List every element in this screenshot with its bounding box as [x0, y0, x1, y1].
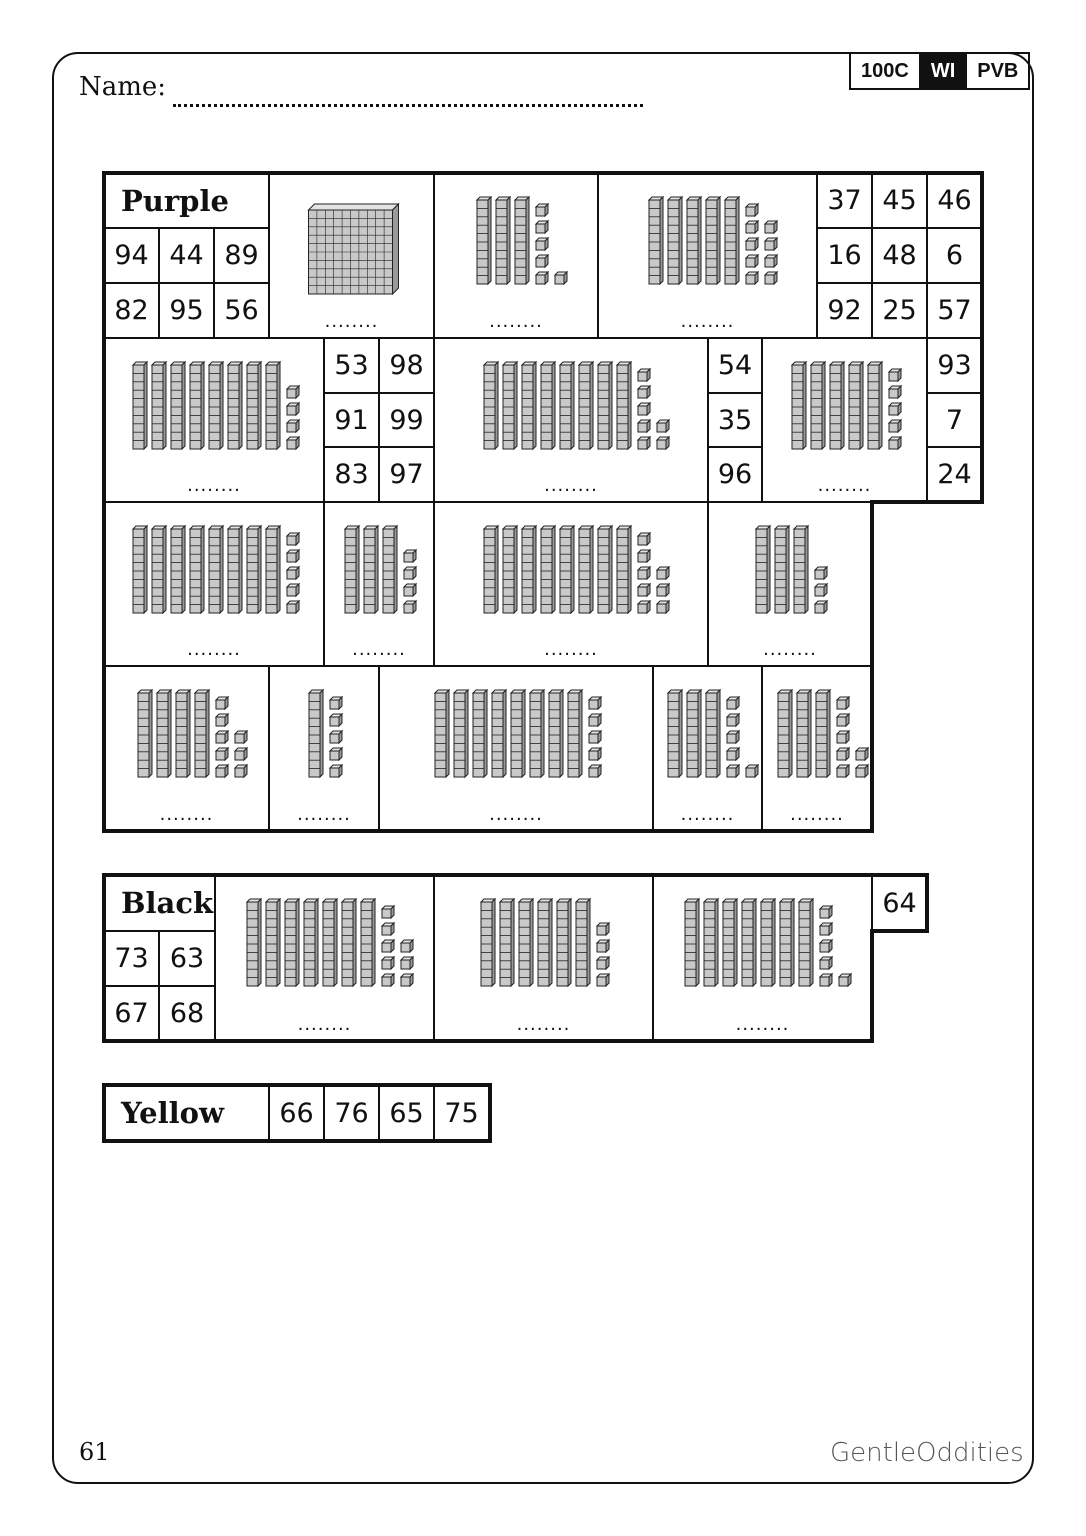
one-cube [401, 957, 413, 969]
ten-rod [157, 690, 171, 777]
base-ten-picture [104, 502, 324, 666]
ten-rod [579, 526, 593, 613]
one-cube [235, 765, 247, 777]
base-ten-picture [269, 173, 434, 338]
one-cube [638, 386, 650, 398]
number-cell: 65 [379, 1085, 434, 1141]
ten-rod [304, 899, 318, 986]
one-cube [287, 533, 299, 545]
one-cube [589, 714, 601, 726]
ten-rod [778, 690, 792, 777]
ten-rod [598, 526, 612, 613]
ten-rod [830, 362, 844, 449]
answer-blank[interactable]: ........ [489, 311, 543, 332]
number-cell: 94 [104, 228, 159, 283]
number-cell: 82 [104, 283, 159, 338]
ten-rod [361, 899, 375, 986]
number-cell: 54 [708, 338, 762, 393]
ten-rod [511, 690, 525, 777]
ten-rod [560, 526, 574, 613]
ten-rod [247, 899, 261, 986]
ten-rod [133, 526, 147, 613]
number-cell: 56 [214, 283, 269, 338]
one-cube [746, 272, 758, 284]
ten-rod [522, 526, 536, 613]
base-ten-picture [708, 502, 872, 666]
one-cube [536, 221, 548, 233]
ten-rod [598, 362, 612, 449]
one-cube [404, 567, 416, 579]
one-cube [820, 957, 832, 969]
one-cube [820, 923, 832, 935]
ten-rod [687, 690, 701, 777]
one-cube [746, 238, 758, 250]
ten-rod [209, 362, 223, 449]
one-cube [287, 420, 299, 432]
ten-rod [176, 690, 190, 777]
answer-blank[interactable]: ........ [187, 639, 241, 660]
number-cell: 53 [324, 338, 379, 393]
one-cube [727, 748, 739, 760]
one-cube [638, 369, 650, 381]
one-cube [536, 272, 548, 284]
ten-rod [266, 899, 280, 986]
one-cube [638, 550, 650, 562]
one-cube [837, 731, 849, 743]
base-ten-picture [434, 338, 708, 502]
one-cube [382, 974, 394, 986]
ten-rod [617, 526, 631, 613]
ten-rod [668, 690, 682, 777]
one-cube [638, 533, 650, 545]
answer-blank[interactable]: ........ [544, 475, 598, 496]
one-cube [589, 697, 601, 709]
ten-rod [756, 526, 770, 613]
ten-rod [266, 526, 280, 613]
ten-rod [484, 526, 498, 613]
answer-blank[interactable]: ........ [544, 639, 598, 660]
number-cell: 75 [434, 1085, 489, 1141]
name-label: Name: [79, 72, 167, 102]
answer-blank[interactable]: ........ [680, 804, 735, 825]
ten-rod [309, 690, 323, 777]
ten-rod [849, 362, 863, 449]
number-cell: 46 [927, 173, 982, 228]
ten-rod [568, 690, 582, 777]
ten-rod [515, 197, 529, 284]
one-cube [638, 420, 650, 432]
number-cell: 16 [817, 228, 872, 283]
answer-blank[interactable]: ........ [763, 639, 817, 660]
base-ten-picture [434, 875, 653, 1041]
one-cube [597, 974, 609, 986]
ten-rod [481, 899, 495, 986]
base-ten-picture [215, 875, 434, 1041]
one-cube [746, 255, 758, 267]
base-ten-picture [434, 173, 598, 338]
one-cube [765, 221, 777, 233]
ten-rod [496, 197, 510, 284]
ten-rod [794, 526, 808, 613]
base-ten-picture [762, 338, 927, 502]
ten-rod [742, 899, 756, 986]
one-cube [404, 550, 416, 562]
one-cube [765, 255, 777, 267]
ten-rod [797, 690, 811, 777]
number-cell: 83 [324, 447, 379, 502]
one-cube [287, 550, 299, 562]
one-cube [746, 204, 758, 216]
base-ten-picture [762, 666, 872, 831]
tag-wi: WI [919, 54, 965, 88]
page-number: 61 [79, 1438, 110, 1466]
answer-blank[interactable]: ........ [297, 804, 351, 825]
ten-rod [868, 362, 882, 449]
one-cube [889, 386, 901, 398]
one-cube [837, 765, 849, 777]
one-cube [382, 940, 394, 952]
ten-rod [541, 362, 555, 449]
number-cell: 64 [872, 875, 927, 931]
one-cube [330, 748, 342, 760]
number-cell: 76 [324, 1085, 379, 1141]
one-cube [856, 765, 868, 777]
one-cube [589, 765, 601, 777]
level-tags [849, 52, 1030, 90]
base-ten-picture [269, 666, 379, 831]
number-cell: 24 [927, 447, 982, 502]
one-cube [589, 731, 601, 743]
number-cell: 35 [708, 393, 762, 447]
ten-rod [477, 197, 491, 284]
one-cube [889, 437, 901, 449]
base-ten-picture [104, 338, 324, 502]
one-cube [657, 567, 669, 579]
ten-rod [725, 197, 739, 284]
one-cube [404, 584, 416, 596]
one-cube [401, 974, 413, 986]
number-cell: 57 [927, 283, 982, 338]
ten-rod [560, 362, 574, 449]
ten-rod [345, 526, 359, 613]
ten-rod [811, 362, 825, 449]
one-cube [815, 567, 827, 579]
answer-blank[interactable]: ........ [324, 311, 379, 332]
base-ten-picture [104, 666, 269, 831]
number-cell: 96 [708, 447, 762, 502]
answer-blank[interactable]: ........ [790, 804, 844, 825]
number-cell: 44 [159, 228, 214, 283]
answer-blank[interactable]: ........ [352, 639, 406, 660]
one-cube [856, 748, 868, 760]
ten-rod [668, 197, 682, 284]
tag-pvb: PVB [965, 54, 1028, 88]
number-cell: 7 [927, 393, 982, 447]
number-cell: 66 [269, 1085, 324, 1141]
one-cube [820, 940, 832, 952]
one-cube [727, 731, 739, 743]
number-cell: 95 [159, 283, 214, 338]
one-cube [657, 601, 669, 613]
one-cube [536, 204, 548, 216]
number-cell: 91 [324, 393, 379, 447]
answer-blank[interactable]: ........ [680, 311, 735, 332]
base-ten-picture [379, 666, 653, 831]
ten-rod [704, 899, 718, 986]
ten-rod [342, 899, 356, 986]
ten-rod [685, 899, 699, 986]
ten-rod [171, 362, 185, 449]
one-cube [235, 748, 247, 760]
one-cube [839, 974, 851, 986]
one-cube [727, 765, 739, 777]
one-cube [404, 601, 416, 613]
number-cell: 97 [379, 447, 434, 502]
one-cube [638, 437, 650, 449]
hundred-flat [309, 204, 399, 294]
ten-rod [138, 690, 152, 777]
number-cell: 89 [214, 228, 269, 283]
ten-rod [576, 899, 590, 986]
ten-rod [473, 690, 487, 777]
ten-rod [285, 899, 299, 986]
ten-rod [195, 690, 209, 777]
ten-rod [519, 899, 533, 986]
ten-rod [799, 899, 813, 986]
ten-rod [500, 899, 514, 986]
ten-rod [266, 362, 280, 449]
one-cube [638, 584, 650, 596]
ten-rod [538, 899, 552, 986]
one-cube [765, 272, 777, 284]
one-cube [815, 601, 827, 613]
ten-rod [171, 526, 185, 613]
one-cube [330, 697, 342, 709]
one-cube [638, 567, 650, 579]
ten-rod [190, 362, 204, 449]
one-cube [216, 714, 228, 726]
one-cube [287, 584, 299, 596]
answer-blank[interactable]: ........ [817, 475, 872, 496]
number-cell: 68 [159, 986, 215, 1041]
ten-rod [152, 362, 166, 449]
color-label: Yellow [104, 1085, 269, 1141]
tag-100c: 100C [861, 60, 909, 82]
ten-rod [247, 362, 261, 449]
name-input-line[interactable] [173, 104, 643, 107]
ten-rod [209, 526, 223, 613]
ten-rod [190, 526, 204, 613]
ten-rod [649, 197, 663, 284]
ten-rod [775, 526, 789, 613]
one-cube [889, 420, 901, 432]
ten-rod [228, 526, 242, 613]
number-cell: 67 [104, 986, 159, 1041]
one-cube [287, 437, 299, 449]
one-cube [815, 584, 827, 596]
ten-rod [364, 526, 378, 613]
ten-rod [723, 899, 737, 986]
one-cube [216, 697, 228, 709]
number-cell: 92 [817, 283, 872, 338]
one-cube [287, 403, 299, 415]
one-cube [837, 714, 849, 726]
answer-blank[interactable]: ........ [159, 804, 214, 825]
one-cube [401, 940, 413, 952]
ten-rod [706, 690, 720, 777]
ten-rod [454, 690, 468, 777]
number-cell: 63 [159, 931, 215, 986]
base-ten-picture [324, 502, 434, 666]
ten-rod [687, 197, 701, 284]
one-cube [746, 765, 758, 777]
ten-rod [816, 690, 830, 777]
one-cube [216, 765, 228, 777]
ten-rod [247, 526, 261, 613]
ten-rod [541, 526, 555, 613]
ten-rod [492, 690, 506, 777]
ten-rod [761, 899, 775, 986]
one-cube [597, 957, 609, 969]
number-cell: 98 [379, 338, 434, 393]
number-cell: 37 [817, 173, 872, 228]
answer-blank[interactable]: ........ [516, 1014, 571, 1035]
ten-rod [522, 362, 536, 449]
color-label: Purple [104, 173, 269, 228]
one-cube [727, 714, 739, 726]
one-cube [597, 940, 609, 952]
one-cube [330, 765, 342, 777]
number-cell: 73 [104, 931, 159, 986]
one-cube [765, 238, 777, 250]
one-cube [597, 923, 609, 935]
one-cube [837, 748, 849, 760]
ten-rod [323, 899, 337, 986]
number-cell: 6 [927, 228, 982, 283]
ten-rod [484, 362, 498, 449]
number-cell: 48 [872, 228, 927, 283]
ten-rod [503, 362, 517, 449]
one-cube [536, 255, 548, 267]
one-cube [330, 731, 342, 743]
ten-rod [579, 362, 593, 449]
one-cube [889, 403, 901, 415]
base-ten-picture [598, 173, 817, 338]
one-cube [235, 731, 247, 743]
number-cell: 45 [872, 173, 927, 228]
ten-rod [557, 899, 571, 986]
one-cube [820, 906, 832, 918]
one-cube [216, 731, 228, 743]
number-cell: 25 [872, 283, 927, 338]
number-cell: 93 [927, 338, 982, 393]
ten-rod [383, 526, 397, 613]
one-cube [287, 567, 299, 579]
one-cube [589, 748, 601, 760]
one-cube [727, 697, 739, 709]
one-cube [638, 403, 650, 415]
one-cube [382, 923, 394, 935]
one-cube [216, 748, 228, 760]
one-cube [382, 957, 394, 969]
one-cube [555, 272, 567, 284]
base-ten-picture [653, 666, 762, 831]
brand-logo: GentleOddities [830, 1438, 1024, 1468]
ten-rod [228, 362, 242, 449]
ten-rod [780, 899, 794, 986]
one-cube [638, 601, 650, 613]
number-cell: 99 [379, 393, 434, 447]
ten-rod [706, 197, 720, 284]
answer-blank[interactable]: ........ [297, 1014, 352, 1035]
ten-rod [152, 526, 166, 613]
ten-rod [503, 526, 517, 613]
answer-blank[interactable]: ........ [735, 1014, 790, 1035]
answer-blank[interactable]: ........ [489, 804, 543, 825]
one-cube [746, 221, 758, 233]
one-cube [382, 906, 394, 918]
base-ten-picture [434, 502, 708, 666]
answer-blank[interactable]: ........ [187, 475, 241, 496]
ten-rod [792, 362, 806, 449]
one-cube [657, 584, 669, 596]
one-cube [820, 974, 832, 986]
one-cube [330, 714, 342, 726]
one-cube [536, 238, 548, 250]
color-label: Black [104, 875, 215, 931]
ten-rod [549, 690, 563, 777]
one-cube [837, 697, 849, 709]
one-cube [287, 386, 299, 398]
ten-rod [617, 362, 631, 449]
base-ten-picture [653, 875, 872, 1041]
one-cube [657, 420, 669, 432]
one-cube [657, 437, 669, 449]
ten-rod [133, 362, 147, 449]
one-cube [287, 601, 299, 613]
one-cube [889, 369, 901, 381]
ten-rod [435, 690, 449, 777]
ten-rod [530, 690, 544, 777]
